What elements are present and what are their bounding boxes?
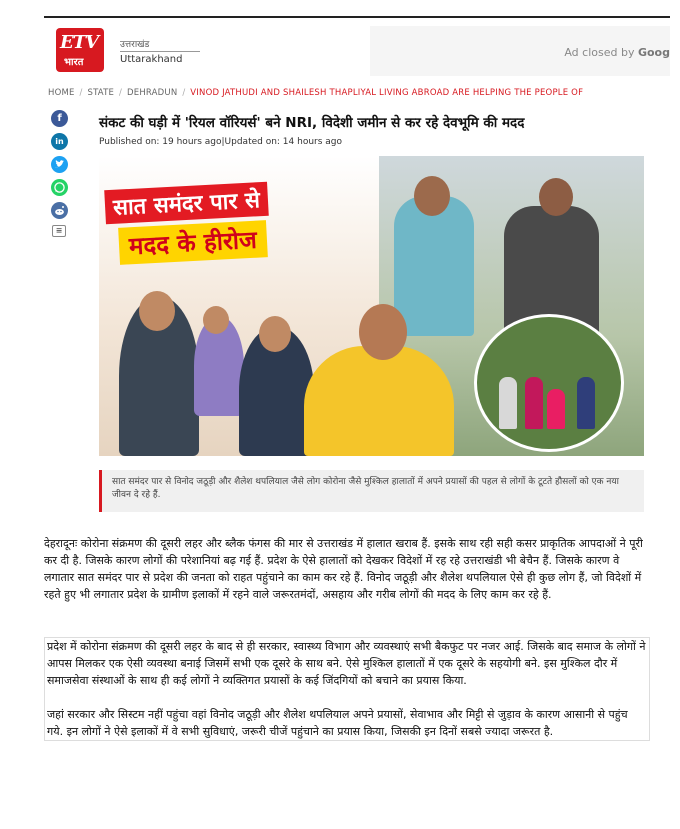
hero-inset-figure xyxy=(577,377,595,429)
hero-figure-head xyxy=(203,306,229,334)
ad-brand: Goog xyxy=(637,46,670,59)
hero-figure-head xyxy=(259,316,291,352)
region-selector[interactable] xyxy=(120,40,200,66)
article-body-intro xyxy=(44,535,650,603)
hero-figure-head xyxy=(139,291,175,331)
reddit-icon[interactable] xyxy=(51,202,68,219)
breadcrumb-separator: / xyxy=(116,88,125,98)
top-divider xyxy=(44,16,670,18)
hero-title-line1: सात समंदर पार से xyxy=(104,182,268,224)
print-icon[interactable]: ≡ xyxy=(52,225,66,237)
breadcrumb-home[interactable]: HOME xyxy=(48,88,75,98)
hero-inset-figure xyxy=(499,377,517,429)
region-hindi: उत्तराखंड xyxy=(120,40,150,50)
breadcrumb-dehradun[interactable]: DEHRADUN xyxy=(127,88,178,98)
facebook-icon[interactable]: f xyxy=(51,110,68,127)
hero-figure-head xyxy=(359,304,407,360)
breadcrumb-current: VINOD JATHUDI AND SHAILESH THAPLIYAL LIVING ABROAD ARE HELPING THE PEOPLE OF xyxy=(190,88,584,98)
article-paragraph: जहां सरकार और सिस्टम नहीं पहुंचा वहां विनोद जठूड़ी और शैलेश थपलियाल अपने प्रयासों, सेवाभाव और मिट्टी से जुड़ाव के कारण आसानी से पहुंच गये. इन लोगों ने ऐसे इलाकों में वे सभी सुविधाएं, जरूरी चीजें पहुंचाने का प्रयास किया, जिसकी इन दिनों सबसे ज्यादा जरूरत है. xyxy=(47,708,628,738)
breadcrumb-state[interactable]: STATE xyxy=(87,88,115,98)
hero-figure-head xyxy=(414,176,450,216)
region-english: Uttarakhand xyxy=(120,51,200,66)
ad-slot xyxy=(370,26,670,76)
whatsapp-icon[interactable] xyxy=(51,179,68,196)
breadcrumb-separator: / xyxy=(179,88,189,98)
etv-bharat-logo[interactable] xyxy=(56,28,104,72)
hero-inset-figure xyxy=(525,377,543,429)
hero-title-line2: मदद के हीरोज xyxy=(118,220,268,265)
hero-title xyxy=(105,186,385,261)
hero-figure-head xyxy=(539,178,573,216)
breadcrumb-separator: / xyxy=(76,88,86,98)
ad-closed-notice xyxy=(564,46,670,59)
linkedin-icon[interactable]: in xyxy=(51,133,68,150)
logo-text: ETV xyxy=(60,32,99,53)
hero-image[interactable] xyxy=(99,156,644,456)
article-paragraph: देहरादूनः कोरोना संक्रमण की दूसरी लहर और ब्लैक फंगस की मार से उत्तराखंड में हालात खराब हैं. इसके साथ रही सही कसर प्राकृतिक आपदाओं ने पूरी कर दी है. जिसके कारण लोगों की परेशानियां बढ़ गई हैं. प्रदेश के ऐसे हालातों को देखकर विदेशों में रह रहे उत्तराखंडी भी बेचैन हैं. जिसके कारण वे लगातार सात समंदर पार से प्रदेश की जनता को राहत पहुंचाने का काम कर रहे हैं. विनोद जठूड़ी और शैलेश थपलियाल ऐसे ही कुछ लोग हैं, जो विदेशों में रहते हुए भी लगातार प्रदेश के ग्रामीण इलाकों में रहने वाले जरूरतमंदों, असहाय और गरीब लोगों की मदद के लिए काम कर रहे हैं. xyxy=(44,537,643,601)
logo-subtext: भारत xyxy=(64,57,84,68)
breadcrumb xyxy=(48,88,670,98)
hero-figure-yellow-shirt xyxy=(304,346,454,456)
article-headline: संकट की घड़ी में 'रियल वॉरियर्स' बने NRI, विदेशी जमीन से कर रहे देवभूमि की मदद xyxy=(99,115,525,131)
twitter-icon[interactable] xyxy=(51,156,68,173)
publish-info: Published on: 19 hours ago|Updated on: 14 hours ago xyxy=(99,137,343,147)
hero-inset-circle xyxy=(474,314,624,452)
site-header xyxy=(44,22,670,80)
article-paragraph: प्रदेश में कोरोना संक्रमण की दूसरी लहर के बाद से ही सरकार, स्वास्थ्य विभाग और व्यवस्थाएं सभी बैकफुट पर नजर आई. जिसके बाद समाज के लोगों ने आपस मिलकर एक ऐसी व्यवस्था बनाई जिसमें सभी एक दूसरे के साथ बने. ऐसे मुश्किल हालातों में एक दूसरे के सहयोगी बने. इस मुश्किल दौर में समाजसेवा संस्थाओं के साथ ही कई लोगों ने व्यक्तिगत प्रयासों के कई जिंदगियों को बचाने का प्रयास किया. xyxy=(47,640,646,687)
image-caption: सात समंदर पार से विनोद जठूड़ी और शैलेश थपलियाल जैसे लोग कोरोना जैसे मुश्किल हालातों में अपने प्रयासों की पहल से लोगों के टूटते हौसलों को एक नया जीवन दे रहे हैं. xyxy=(99,470,644,512)
ad-closed-label: Ad closed by xyxy=(564,46,635,59)
share-bar xyxy=(51,110,69,243)
article-body xyxy=(44,637,650,741)
hero-figure-man-mask xyxy=(394,196,474,336)
hero-inset-figure xyxy=(547,389,565,429)
